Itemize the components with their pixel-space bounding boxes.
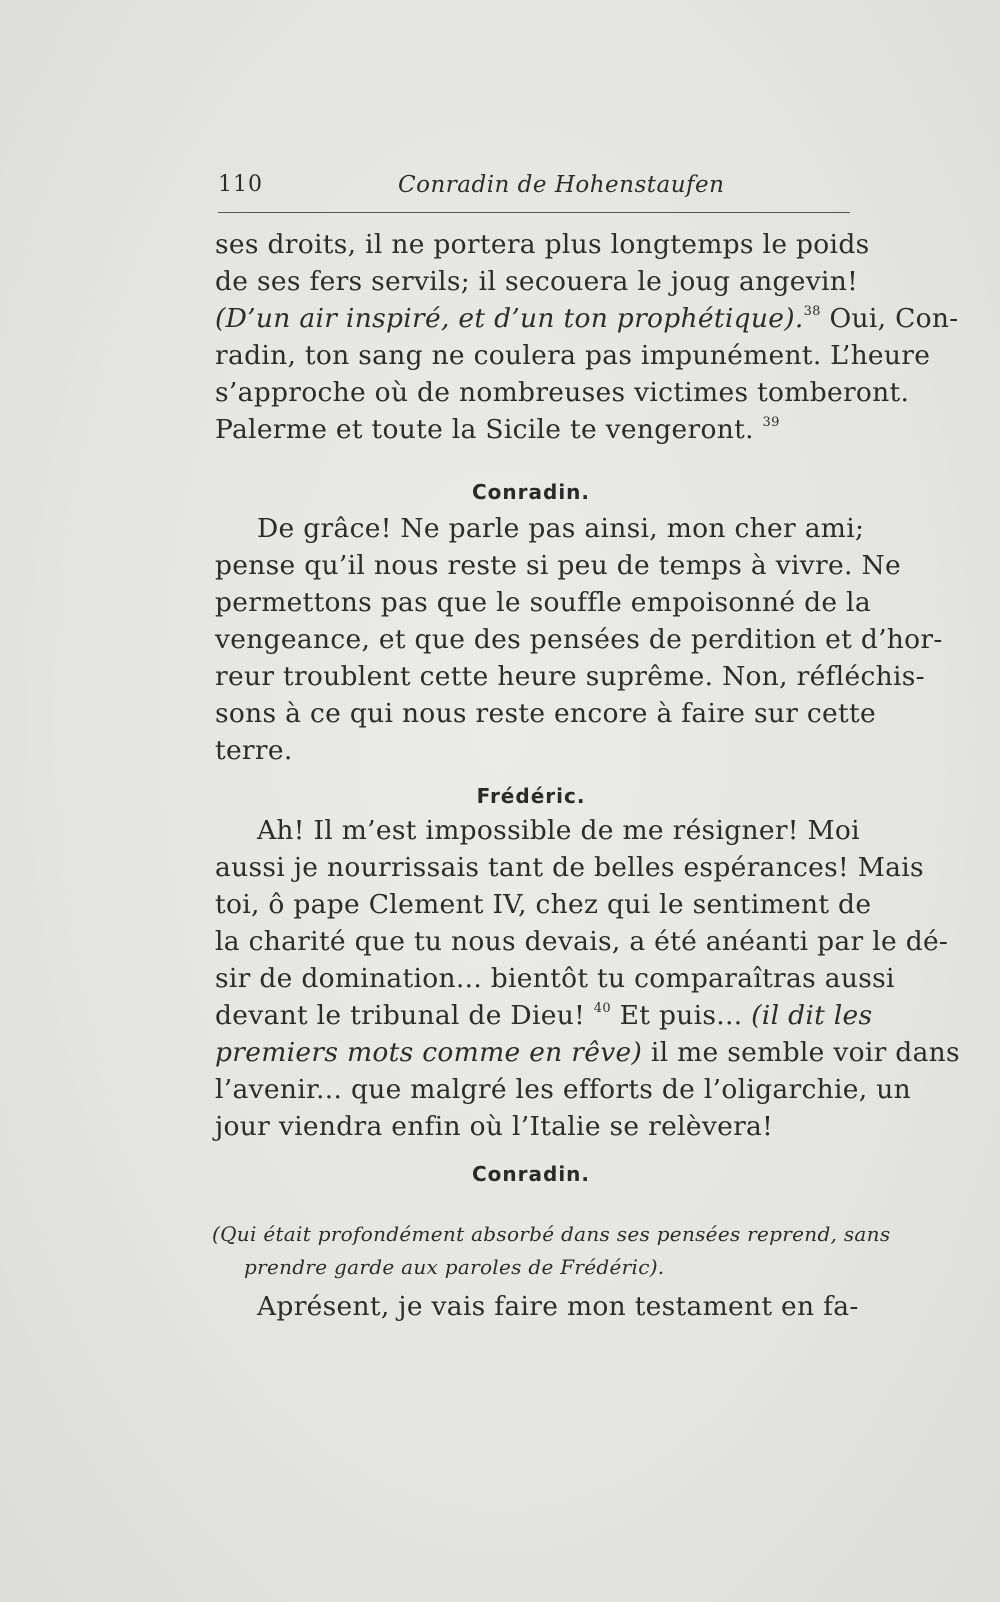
paragraph-4 (215, 1288, 859, 1325)
stage-direction-line: prendre garde aux paroles de Frédéric). (244, 1255, 665, 1279)
paragraph-3 (215, 812, 960, 1145)
text-line: pense qu’il nous reste si peu de temps à vivre. Ne (215, 550, 901, 581)
stage-direction-inline: (D’un air inspiré, et d’un ton prophétique). (215, 303, 804, 334)
text-line: radin, ton sang ne coulera pas impunément. L’heure (215, 340, 931, 371)
speaker-name: Conradin. (471, 480, 591, 504)
paragraph-2 (215, 510, 943, 769)
text-line: De grâce! Ne parle pas ainsi, mon cher ami; (257, 513, 865, 544)
text-line: toi, ô pape Clement IV, chez qui le sentiment de (215, 889, 872, 920)
page-header (218, 168, 850, 202)
text-line: Aprésent, je vais faire mon testament en fa- (257, 1291, 859, 1322)
text-line: sons à ce qui nous reste encore à faire sur cette (215, 698, 876, 729)
text-line: s’approche où de nombreuses victimes tomberont. (215, 377, 910, 408)
text-line: devant le tribunal de Dieu! $^{40}$ Et puis... (il dit les (215, 1000, 873, 1031)
paragraph-1 (215, 226, 959, 448)
speaker-name: Frédéric. (476, 784, 586, 808)
text-line: sir de domination... bientôt tu comparaîtras aussi (215, 963, 895, 994)
text-line: (D’un air inspiré, et d’un ton prophétique).$^{38}$ Oui, Con- (215, 303, 959, 334)
text-line: ses droits, il ne portera plus longtemps le poids (215, 229, 870, 260)
text-line: reur troublent cette heure suprême. Non, réfléchis- (215, 661, 925, 692)
footnote-ref: 39 (762, 415, 780, 430)
text-line: Palerme et toute la Sicile te vengeront. $^{39}$ (215, 414, 780, 445)
speaker-name: Conradin. (471, 1162, 591, 1186)
stage-direction-inline: (il dit les (751, 1000, 873, 1031)
page-number: 110 (218, 172, 263, 197)
running-title: Conradin de Hohenstaufen (398, 172, 725, 198)
text-line: permettons pas que le souffle empoisonné de la (215, 587, 871, 618)
header-rule (218, 212, 850, 213)
text-line: jour viendra enfin où l’Italie se relèvera! (215, 1111, 774, 1142)
stage-direction (212, 1218, 891, 1284)
text-line: de ses fers servils; il secouera le joug angevin! (215, 266, 859, 297)
text-line: Ah! Il m’est impossible de me résigner! Moi (257, 815, 860, 846)
text-line: la charité que tu nous devais, a été anéanti par le dé- (215, 926, 949, 957)
footnote-ref: 38 (803, 304, 821, 319)
text-line: premiers mots comme en rêve) il me semble voir dans (215, 1037, 960, 1068)
text-line: terre. (215, 735, 293, 766)
text-line: aussi je nourrissais tant de belles espérances! Mais (215, 852, 924, 883)
text-line: l’avenir... que malgré les efforts de l’oligarchie, un (215, 1074, 911, 1105)
footnote-ref: 40 (593, 1001, 611, 1016)
stage-direction-line: (Qui était profondément absorbé dans ses pensées reprend, sans (212, 1222, 891, 1246)
text-line: vengeance, et que des pensées de perdition et d’hor- (215, 624, 943, 655)
stage-direction-inline: premiers mots comme en rêve) (215, 1037, 643, 1068)
